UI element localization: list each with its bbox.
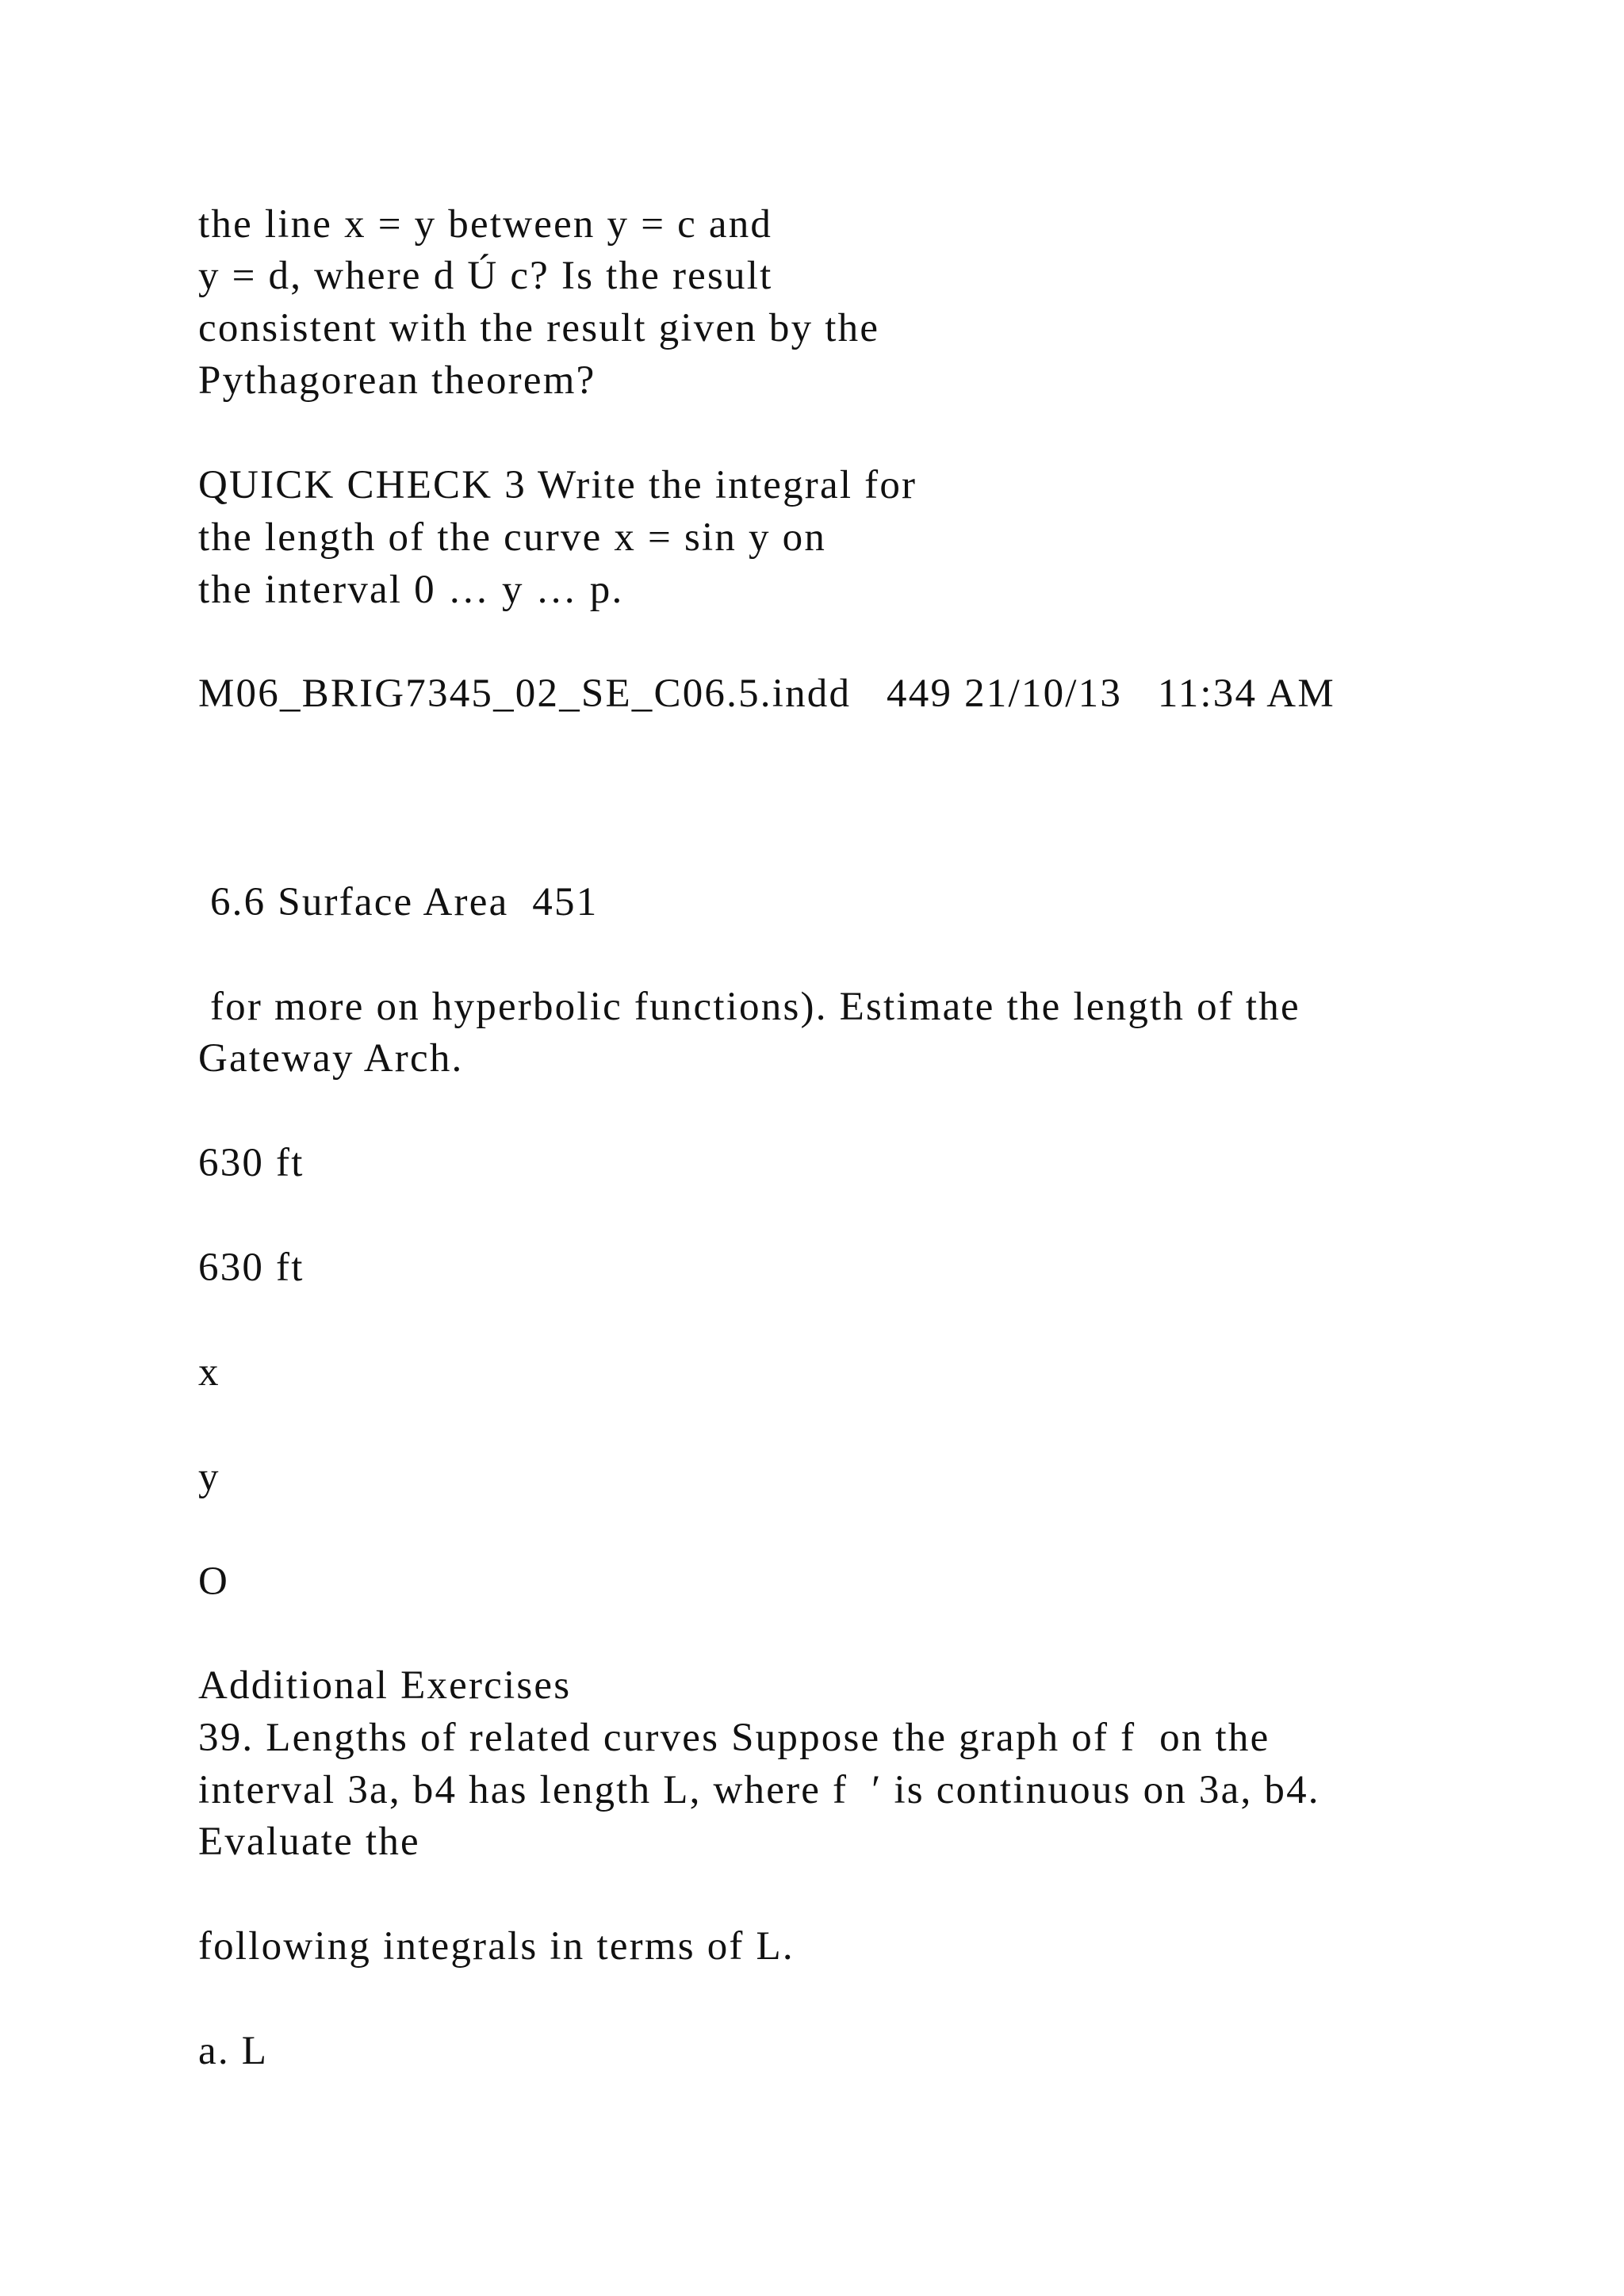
figure-label: O bbox=[198, 1559, 230, 1604]
section-header: 6.6 Surface Area 451 bbox=[198, 880, 599, 924]
exercise-line: Evaluate the bbox=[198, 1820, 420, 1864]
exercise-part-label: a. L bbox=[198, 2029, 269, 2073]
text-line: Gateway Arch. bbox=[198, 1036, 464, 1081]
exercise-line: 39. Lengths of related curves Suppose the graph of f on the bbox=[198, 1716, 1270, 1760]
section-heading: Additional Exercises bbox=[198, 1663, 572, 1708]
text-line: consistent with the result given by the bbox=[198, 306, 880, 350]
exercise-line: following integrals in terms of L. bbox=[198, 1924, 795, 1969]
text-line: Pythagorean theorem? bbox=[198, 358, 596, 403]
quick-check-line: the interval 0 … y … p. bbox=[198, 568, 624, 612]
text-line: y = d, where d Ú c? Is the result bbox=[198, 254, 773, 298]
text-line: the line x = y between y = c and bbox=[198, 202, 773, 247]
figure-label: y bbox=[198, 1455, 220, 1499]
figure-label: 630 ft bbox=[198, 1246, 304, 1290]
exercise-line: interval 3a, b4 has length L, where f ′ is continuous on 3a, b4. bbox=[198, 1768, 1320, 1812]
figure-label: x bbox=[198, 1350, 220, 1395]
text-line: for more on hyperbolic functions). Estimate the length of the bbox=[198, 985, 1300, 1029]
quick-check-line: the length of the curve x = sin y on bbox=[198, 515, 827, 560]
file-info-line: M06_BRIG7345_02_SE_C06.5.indd 449 21/10/13 11:34 AM bbox=[198, 672, 1335, 716]
quick-check-line: QUICK CHECK 3 Write the integral for bbox=[198, 463, 917, 507]
figure-label: 630 ft bbox=[198, 1141, 304, 1185]
